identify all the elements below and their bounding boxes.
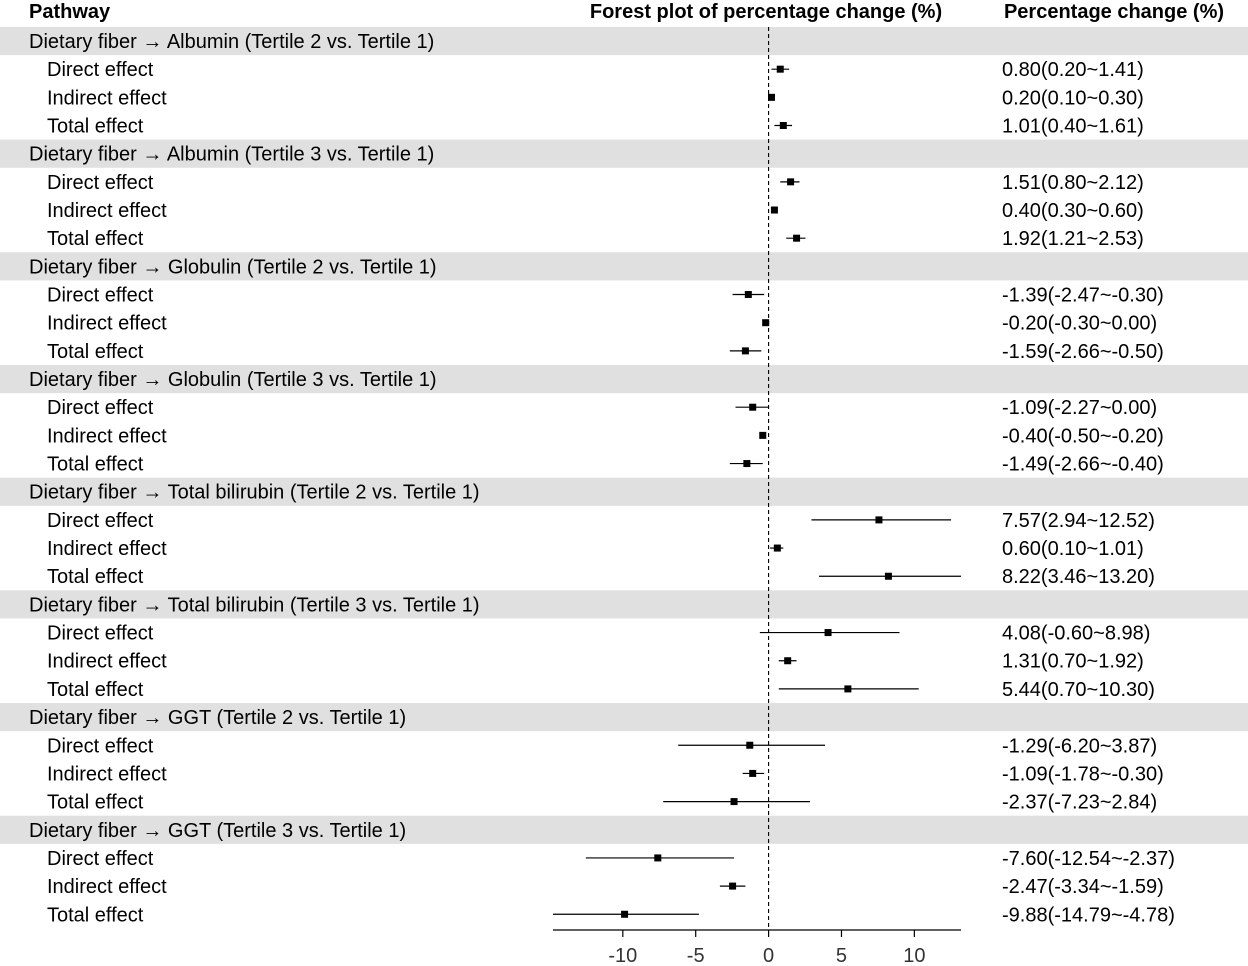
effect-label: Total effect (47, 228, 144, 251)
effect-value: -1.39(-2.47~-0.30) (1002, 284, 1164, 307)
effect-label: Direct effect (47, 59, 154, 82)
group-label: Dietary fiber → Globulin (Tertile 2 vs. Tertile 1) (29, 256, 437, 279)
point-estimate-marker (793, 235, 800, 242)
effect-label: Total effect (47, 904, 144, 927)
point-estimate-marker (654, 854, 661, 861)
effect-value: 4.08(-0.60~8.98) (1002, 622, 1151, 645)
effect-value: -1.29(-6.20~3.87) (1002, 735, 1158, 758)
point-estimate-marker (771, 207, 778, 214)
effect-value: -7.60(-12.54~-2.37) (1002, 847, 1175, 870)
effect-label: Total effect (47, 115, 144, 138)
x-tick-label: 10 (903, 945, 926, 966)
point-estimate-marker (875, 516, 882, 523)
point-estimate-marker (621, 911, 628, 918)
point-estimate-marker (784, 657, 791, 664)
effect-label: Indirect effect (47, 650, 167, 673)
effect-value: 8.22(3.46~13.20) (1002, 566, 1155, 589)
effect-value: 0.40(0.30~0.60) (1002, 200, 1144, 223)
group-label: Dietary fiber → Total bilirubin (Tertile 3 vs. Tertile 1) (29, 594, 480, 617)
effect-label: Total effect (47, 453, 144, 476)
effect-label: Indirect effect (47, 538, 167, 561)
effect-label: Total effect (47, 340, 144, 363)
effect-label: Direct effect (47, 284, 154, 307)
effect-label: Direct effect (47, 397, 154, 420)
point-estimate-marker (885, 573, 892, 580)
point-estimate-marker (844, 685, 851, 692)
effect-value: -2.47(-3.34~-1.59) (1002, 876, 1164, 899)
point-estimate-marker (759, 432, 766, 439)
effect-label: Indirect effect (47, 763, 167, 786)
group-label: Dietary fiber → Albumin (Tertile 3 vs. Tertile 1) (29, 143, 435, 166)
effect-label: Direct effect (47, 847, 154, 870)
effect-label: Indirect effect (47, 87, 167, 110)
group-label: Dietary fiber → GGT (Tertile 2 vs. Tertile 1) (29, 707, 407, 730)
effect-label: Direct effect (47, 622, 154, 645)
effect-value: -1.09(-1.78~-0.30) (1002, 763, 1164, 786)
effect-value: 5.44(0.70~10.30) (1002, 678, 1155, 701)
effect-value: -1.09(-2.27~0.00) (1002, 397, 1158, 420)
point-estimate-marker (743, 460, 750, 467)
x-tick-label: -10 (608, 945, 638, 966)
point-estimate-marker (749, 770, 756, 777)
point-estimate-marker (742, 347, 749, 354)
point-estimate-marker (780, 122, 787, 129)
effect-label: Total effect (47, 566, 144, 589)
point-estimate-marker (729, 883, 736, 890)
effect-label: Indirect effect (47, 425, 167, 448)
effect-value: 1.51(0.80~2.12) (1002, 171, 1144, 194)
point-estimate-marker (825, 629, 832, 636)
group-label: Dietary fiber → Globulin (Tertile 3 vs. Tertile 1) (29, 369, 437, 392)
effect-label: Indirect effect (47, 200, 167, 223)
header-forest-plot: Forest plot of percentage change (%) (589, 1, 943, 23)
point-estimate-marker (746, 742, 753, 749)
effect-label: Direct effect (47, 735, 154, 758)
effect-value: -0.40(-0.50~-0.20) (1002, 425, 1164, 448)
effect-value: -0.20(-0.30~0.00) (1002, 312, 1158, 335)
x-tick-label: -5 (686, 945, 705, 966)
x-axis (553, 930, 961, 966)
group-label: Dietary fiber → Albumin (Tertile 2 vs. Tertile 1) (29, 31, 435, 53)
effect-value: 1.31(0.70~1.92) (1002, 650, 1144, 673)
group-label: Dietary fiber → GGT (Tertile 3 vs. Tertile 1) (29, 819, 407, 842)
point-estimate-marker (774, 545, 781, 552)
effect-value: 0.80(0.20~1.41) (1002, 59, 1144, 82)
point-estimate-marker (731, 798, 738, 805)
effect-label: Total effect (47, 678, 144, 701)
x-tick-label: 0 (763, 945, 775, 966)
effect-value: 7.57(2.94~12.52) (1002, 509, 1155, 532)
effect-value: 1.92(1.21~2.53) (1002, 228, 1144, 251)
effect-label: Direct effect (47, 509, 154, 532)
point-estimate-marker (777, 66, 784, 73)
effect-label: Direct effect (47, 171, 154, 194)
effect-value: 0.20(0.10~0.30) (1002, 87, 1144, 110)
header-pathway: Pathway (29, 1, 111, 23)
effect-value: -1.59(-2.66~-0.50) (1002, 340, 1164, 363)
effect-label: Total effect (47, 791, 144, 814)
effect-value: -1.49(-2.66~-0.40) (1002, 453, 1164, 476)
x-tick-label: 5 (835, 945, 848, 966)
effect-value: -2.37(-7.23~2.84) (1002, 791, 1158, 814)
header-percentage-change: Percentage change (%) (1003, 1, 1225, 23)
group-label: Dietary fiber → Total bilirubin (Tertile 2 vs. Tertile 1) (29, 481, 480, 504)
effect-value: -9.88(-14.79~-4.78) (1002, 904, 1175, 927)
point-estimate-marker (749, 404, 756, 411)
point-estimate-marker (787, 178, 794, 185)
effect-value: 1.01(0.40~1.61) (1002, 115, 1144, 138)
effect-label: Indirect effect (47, 876, 167, 899)
effect-value: 0.60(0.10~1.01) (1002, 538, 1144, 561)
point-estimate-marker (745, 291, 752, 298)
effect-label: Indirect effect (47, 312, 167, 335)
